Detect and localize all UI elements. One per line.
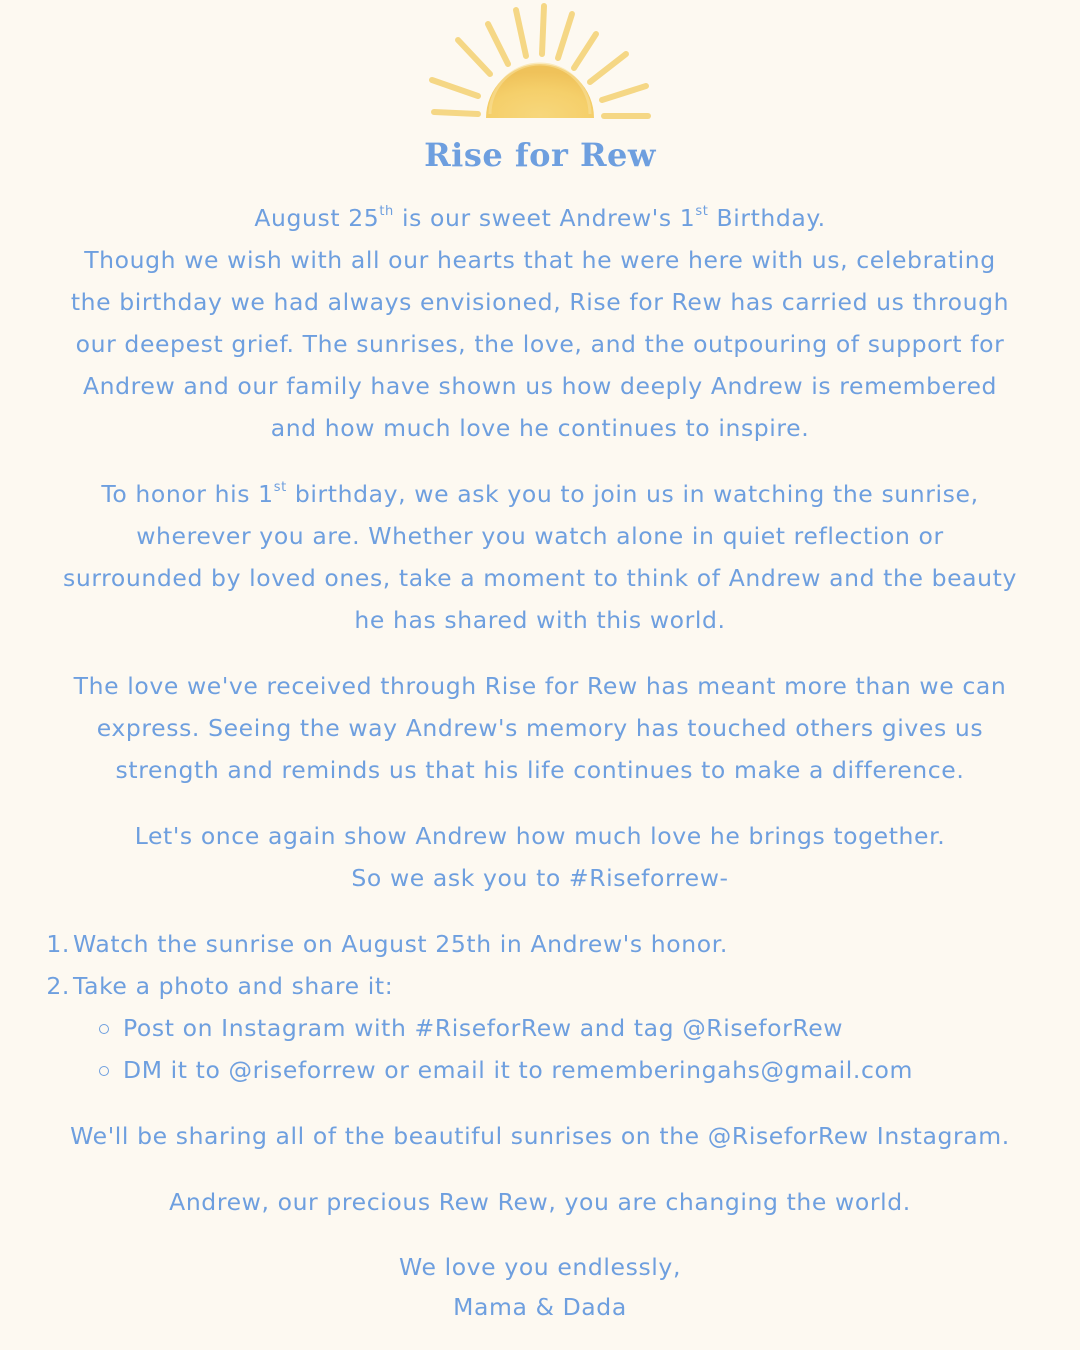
- paragraph-line: [18, 197, 1062, 239]
- paragraph-line: he has shared with this world.: [354, 606, 726, 634]
- circle-bullet-icon: [99, 1066, 109, 1076]
- paragraph-changing-world: [18, 1181, 1062, 1223]
- paragraph-honor: [18, 473, 1062, 641]
- paragraph-line: So we ask you to #Riseforrew-: [351, 864, 729, 892]
- superscript: st: [273, 480, 287, 496]
- sub-list-item: [0, 1049, 1080, 1091]
- text-segment: Birthday.: [708, 204, 826, 232]
- list-item-text: Watch the sunrise on August 25th in Andrew's honor.: [73, 930, 728, 958]
- paragraph-line: strength and reminds us that his life continues to make a difference.: [115, 756, 965, 784]
- list-number: 2.: [46, 972, 70, 1000]
- paragraph-line: Andrew, our precious Rew Rew, you are changing the world.: [169, 1188, 911, 1216]
- paragraph-ask: [18, 815, 1062, 899]
- paragraph-line: express. Seeing the way Andrew's memory has touched others gives us: [96, 714, 984, 742]
- paragraph-line: The love we've received through Rise for Rew has meant more than we can: [73, 672, 1007, 700]
- list-number: 1.: [46, 930, 70, 958]
- text-segment: is our sweet Andrew's 1: [393, 204, 696, 232]
- instructions-list: [0, 923, 1080, 1091]
- page-title: Rise for Rew: [424, 136, 656, 174]
- list-item-text: Take a photo and share it:: [73, 972, 394, 1000]
- paragraph-line: surrounded by loved ones, take a moment to think of Andrew and the beauty: [63, 564, 1017, 592]
- text-segment: August 25: [254, 204, 380, 232]
- signoff: [18, 1247, 1062, 1327]
- sun-illustration-icon: [420, 0, 660, 130]
- superscript: st: [695, 204, 709, 220]
- superscript: th: [379, 204, 394, 220]
- sub-list-item-text: Post on Instagram with #RiseforRew and tag @RiseforRew: [123, 1014, 844, 1042]
- sub-list-item: [0, 1007, 1080, 1049]
- list-item: [0, 923, 1080, 965]
- paragraph-line: We'll be sharing all of the beautiful sunrises on the @RiseforRew Instagram.: [70, 1122, 1010, 1150]
- signature: Mama & Dada: [453, 1293, 627, 1321]
- circle-bullet-icon: [99, 1024, 109, 1034]
- paragraph-line: Andrew and our family have shown us how deeply Andrew is remembered: [82, 372, 998, 400]
- paragraph-line: our deepest grief. The sunrises, the love, and the outpouring of support for: [75, 330, 1005, 358]
- paragraph-line: Though we wish with all our hearts that he were here with us, celebrating: [84, 246, 996, 274]
- paragraph-line: Let's once again show Andrew how much love he brings together.: [134, 822, 946, 850]
- paragraph-love: [18, 665, 1062, 791]
- list-item: [0, 965, 1080, 1007]
- paragraph-line: [18, 473, 1062, 515]
- sub-list-item-text: DM it to @riseforrew or email it to rememberingahs@gmail.com: [123, 1056, 913, 1084]
- signoff-line: We love you endlessly,: [398, 1253, 682, 1281]
- text-segment: To honor his 1: [101, 480, 274, 508]
- paragraph-sharing: [18, 1115, 1062, 1157]
- paragraph-birthday: [18, 197, 1062, 449]
- paragraph-line: the birthday we had always envisioned, Rise for Rew has carried us through: [70, 288, 1010, 316]
- text-segment: birthday, we ask you to join us in watching the sunrise,: [286, 480, 979, 508]
- paragraph-line: wherever you are. Whether you watch alone in quiet reflection or: [136, 522, 944, 550]
- paragraph-line: and how much love he continues to inspire.: [270, 414, 810, 442]
